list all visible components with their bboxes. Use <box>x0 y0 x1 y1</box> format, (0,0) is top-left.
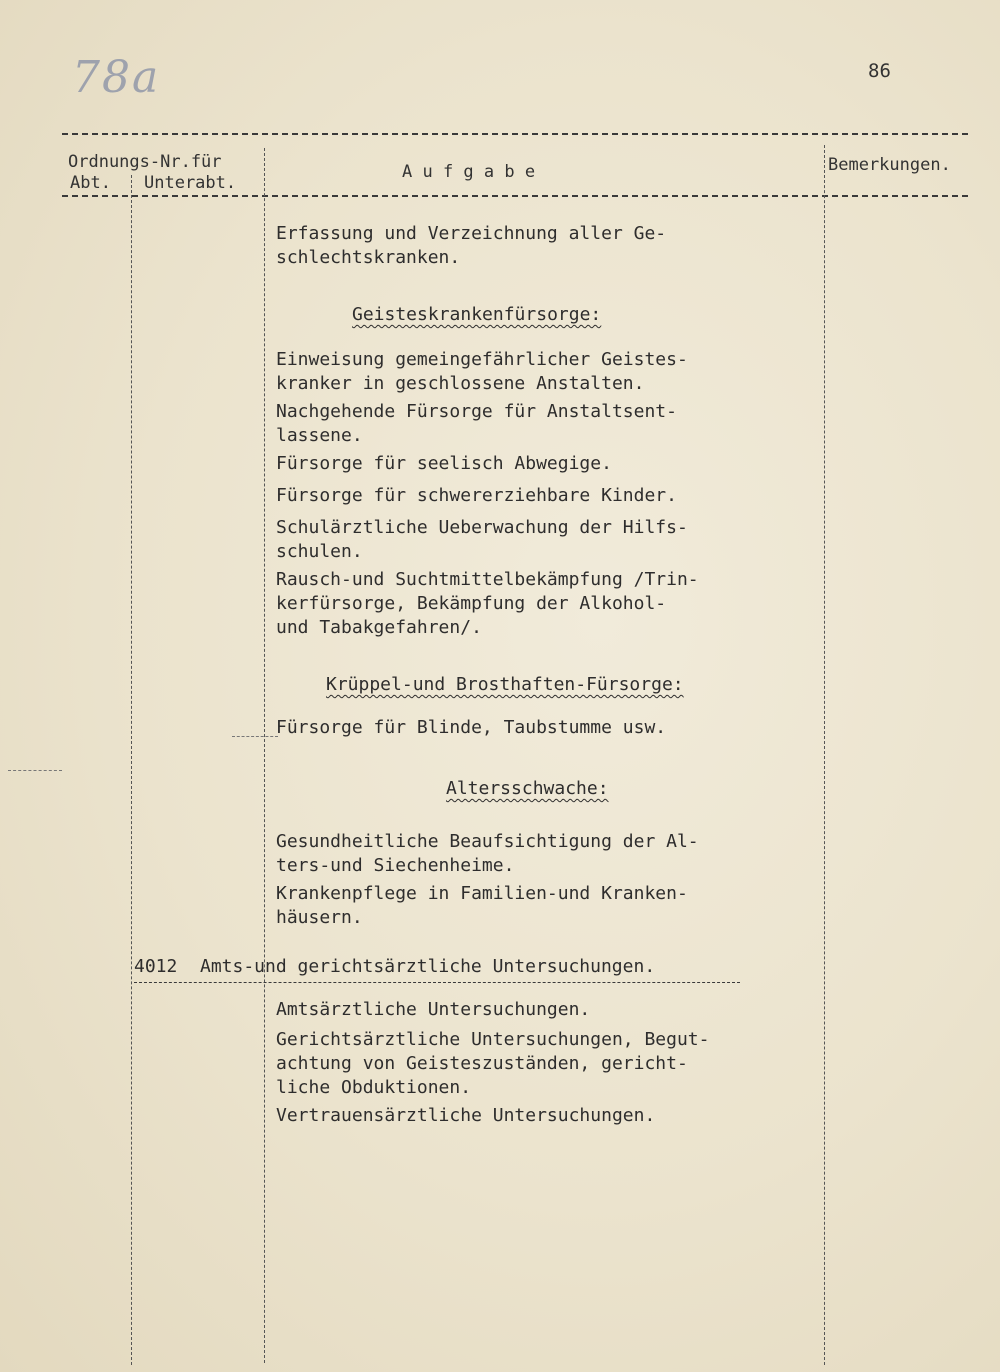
list-item <box>276 452 612 476</box>
text-line: kerfürsorge, Bekämpfung der Alkohol- <box>276 593 667 614</box>
text-line: liche Obduktionen. <box>276 1077 472 1098</box>
text-line: Erfassung und Verzeichnung aller Ge- <box>276 223 667 244</box>
list-item <box>276 400 677 448</box>
text-line: Gesundheitliche Beaufsichtigung der Al- <box>276 831 699 852</box>
list-item <box>276 998 590 1022</box>
column-divider-remarks <box>824 145 825 1365</box>
list-item <box>276 882 688 930</box>
text-line: Krankenpflege in Familien-und Kranken- <box>276 883 688 904</box>
section-heading: Krüppel-und Brosthaften-Fürsorge: <box>326 674 684 695</box>
text-line: und Tabakgefahren/. <box>276 617 482 638</box>
text-line: Fürsorge für schwererziehbare Kinder. <box>276 485 677 506</box>
header-col1-unterabt: Unterabt. <box>144 173 237 193</box>
header-bottom-rule <box>62 195 968 197</box>
entry-underline <box>134 982 740 983</box>
header-col1-abt: Abt. <box>70 173 111 193</box>
list-item <box>276 716 666 740</box>
column-divider-unterabt <box>264 148 265 1363</box>
column-divider-abt <box>131 175 132 1365</box>
text-line: Gerichtsärztliche Untersuchungen, Begut- <box>276 1029 710 1050</box>
text-line: schulen. <box>276 541 363 562</box>
section-heading: Geisteskrankenfürsorge: <box>352 304 602 325</box>
text-line: Fürsorge für Blinde, Taubstumme usw. <box>276 717 667 738</box>
section-heading: Altersschwache: <box>446 778 609 799</box>
header-top-rule <box>62 133 968 135</box>
header-col3-bemerkungen: Bemerkungen. <box>828 155 951 175</box>
text-line: Amtsärztliche Untersuchungen. <box>276 999 591 1020</box>
list-item <box>276 348 688 396</box>
list-item <box>276 830 699 878</box>
text-line: schlechtskranken. <box>276 247 461 268</box>
margin-pencil-mark <box>232 736 278 737</box>
text-line: kranker in geschlossene Anstalten. <box>276 373 645 394</box>
text-line: Vertrauensärztliche Untersuchungen. <box>276 1105 656 1126</box>
margin-pencil-mark <box>8 770 62 771</box>
text-line: Einweisung gemeingefährlicher Geistes- <box>276 349 688 370</box>
paragraph <box>276 222 666 270</box>
entry-number: 4012 <box>134 956 178 977</box>
header-col1-line1: Ordnungs-Nr.für <box>68 152 222 172</box>
text-line: ters-und Siechenheime. <box>276 855 515 876</box>
list-item <box>276 484 677 508</box>
entry-title: Amts-und gerichtsärztliche Untersuchungen. <box>200 956 656 977</box>
list-item <box>276 1028 709 1100</box>
text-line: achtung von Geisteszuständen, gericht- <box>276 1053 688 1074</box>
text-line: Schulärztliche Ueberwachung der Hilfs- <box>276 517 688 538</box>
header-col2-aufgabe: A u f g a b e <box>402 162 536 182</box>
list-item <box>276 1104 655 1128</box>
text-line: häusern. <box>276 907 363 928</box>
text-line: Fürsorge für seelisch Abwegige. <box>276 453 612 474</box>
list-item <box>276 516 688 564</box>
handwritten-folio: 78a <box>72 52 161 103</box>
text-line: lassene. <box>276 425 363 446</box>
list-item <box>276 568 699 640</box>
text-line: Rausch-und Suchtmittelbekämpfung /Trin- <box>276 569 699 590</box>
page-number: 86 <box>868 60 891 82</box>
text-line: Nachgehende Fürsorge für Anstaltsent- <box>276 401 677 422</box>
